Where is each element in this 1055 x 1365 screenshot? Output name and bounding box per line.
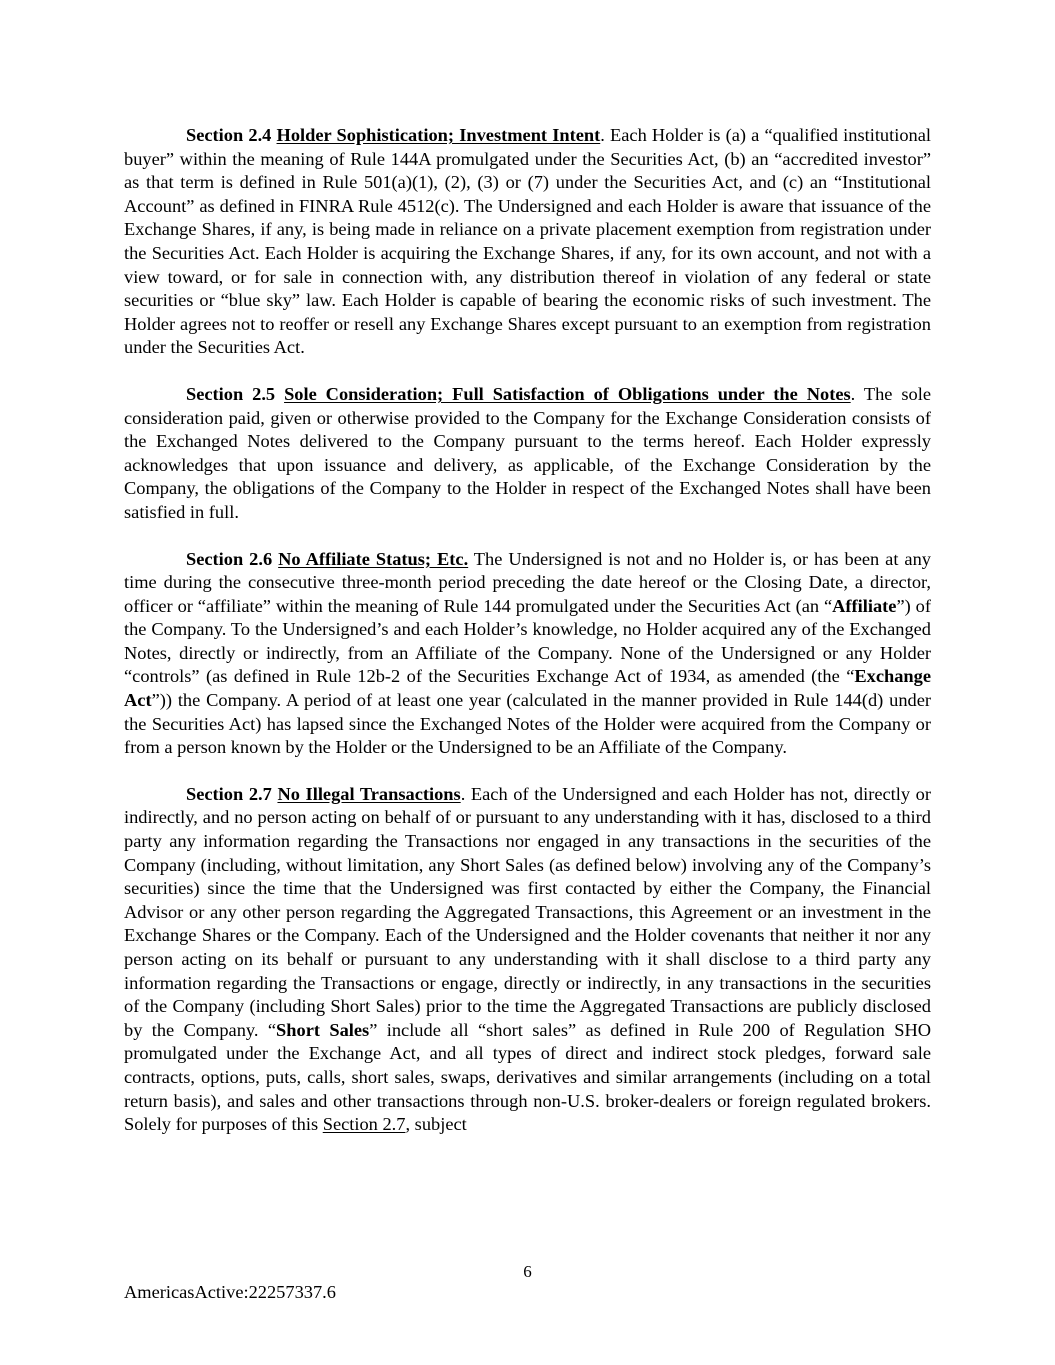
section-2-5-heading: Sole Consideration; Full Satisfaction of Obligations under the Notes bbox=[284, 383, 851, 404]
section-2-6-text-2: ”) of the Company. To the Undersigned’s and each Holder’s knowledge, no Holder acquired any of the Exchanged Notes, directly or indirectly, from an Affiliate of the Company. None of the Undersigned or any Holder “controls” (as defined in Rule 12b-2 of the Securities Exchange Act of 1934, as amended (the “ bbox=[124, 595, 931, 687]
section-2-7-number: Section 2.7 bbox=[186, 783, 272, 804]
section-2-6-heading: No Affiliate Status; Etc. bbox=[278, 548, 469, 569]
section-2-4-number: Section 2.4 bbox=[186, 125, 272, 145]
section-2-4-paragraph bbox=[124, 124, 931, 360]
defined-term-affiliate: Affiliate bbox=[832, 595, 897, 616]
section-2-6-text-3: ”)) the Company. A period of at least one year (calculated in the manner provided in Rule 144(d) under the Securities Act) has lapsed since the Exchanged Notes of the Holder were acquired from the Company or from a person known by the Holder or the Undersigned to be an Affiliate of the Company. bbox=[124, 690, 931, 758]
section-2-5-text: . The sole consideration paid, given or otherwise provided to the Company for the Exchange Consideration consists of the Exchanged Notes delivered to the Company pursuant to the terms hereof. Each Holder expressly acknowledges that upon issuance and delivery, as applicable, of the Exchange Consideration by the Company, the obligations of the Company to the Holder in respect of the Exchanged Notes shall have been satisfied in full. bbox=[124, 383, 931, 522]
section-2-6-text-1: The Undersigned is not and no Holder is, or has been at any time during the consecutive three-month period preceding the date hereof or the Closing Date, a director, officer or “affiliate” within the meaning of Rule 144 promulgated under the Securities Act (an “ bbox=[124, 548, 931, 616]
section-2-5-number: Section 2.5 bbox=[186, 383, 276, 404]
section-2-7-cross-reference: Section 2.7 bbox=[322, 1114, 406, 1135]
defined-term-short-sales: Short Sales bbox=[276, 1019, 370, 1040]
defined-term-exchange-act: Exchange Act bbox=[124, 666, 931, 711]
section-2-7-text-1: . Each of the Undersigned and each Holder has not, directly or indirectly, and no person acting on behalf of or pursuant to any understanding with it has, disclosed to a third party any information regarding the Transactions nor engaged in any transactions in the securities of the Company (including, without limitation, any Short Sales (as defined below) involving any of the Company’s securities) since the time that the Undersigned was first contacted by either the Company, the Financial Advisor or any other person regarding the Aggregated Transactions, this Agreement or an investment in the Exchange Shares or the Company. Each of the Undersigned and the Holder covenants that neither it nor any person acting on its behalf or pursuant to any understanding with it shall disclose to a third party any information regarding the Transactions or engage, directly or indirectly, in any transactions in the securities of the Company (including Short Sales) prior to the time the Aggregated Transactions are publicly disclosed by the Company. “ bbox=[124, 783, 931, 1040]
section-2-4-text: . Each Holder is (a) a “qualified institutional buyer” within the meaning of Rule 144A promulgated under the Securities Act, (b) an “accredited investor” as that term is defined in Rule 501(a)(1), (2), (3) or (7) under the Securities Act, and (c) an “Institutional Account” as defined in FINRA Rule 4512(c). The Undersigned and each Holder is aware that issuance of the Exchange Shares, if any, is being made in reliance on a private placement exemption from registration under the Securities Act. Each Holder is acquiring the Exchange Shares, if any, for its own account, and not with a view toward, or for sale in connection with, any distribution thereof in violation of any federal or state securities or “blue sky” law. Each Holder is capable of bearing the economic risks of such investment. The Holder agrees not to reoffer or resell any Exchange Shares except pursuant to an exemption from registration under the Securities Act. bbox=[124, 125, 932, 358]
section-2-7-paragraph bbox=[124, 783, 931, 1137]
document-body bbox=[124, 124, 931, 1160]
page-number: 6 bbox=[523, 1262, 532, 1281]
document-id: AmericasActive:22257337.6 bbox=[124, 1282, 336, 1302]
section-2-7-text-3: , subject bbox=[405, 1114, 467, 1135]
section-2-5-paragraph bbox=[124, 383, 931, 525]
section-2-7-heading: No Illegal Transactions bbox=[277, 783, 461, 804]
section-2-6-number: Section 2.6 bbox=[186, 548, 273, 569]
section-2-6-paragraph bbox=[124, 548, 931, 760]
section-2-7-text-2: ” include all “short sales” as defined in Rule 200 of Regulation SHO promulgated under the Exchange Act, and all types of direct and indirect stock pledges, forward sale contracts, options, puts, calls, short sales, swaps, derivatives and similar arrangements (including on a total return basis), and sales and other transactions through non-U.S. broker-dealers or foreign regulated brokers. Solely for purposes of this bbox=[124, 1019, 932, 1135]
section-2-4-heading: Holder Sophistication; Investment Intent bbox=[276, 125, 601, 145]
